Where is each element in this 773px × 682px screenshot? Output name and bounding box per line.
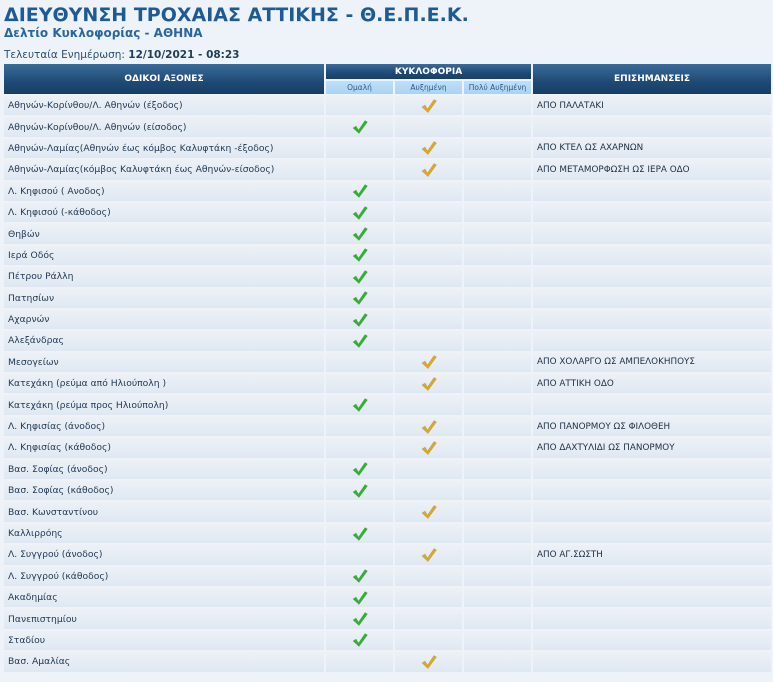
table-row	[4, 524, 771, 543]
orange-check-icon	[420, 440, 438, 456]
green-check-icon	[351, 290, 369, 306]
green-check-icon	[351, 247, 369, 263]
road-name: Λ. Κηφισίας (άνοδος)	[4, 417, 324, 436]
road-name: Λ. Συγγρού (κάθοδος)	[4, 567, 324, 586]
green-check-icon	[351, 611, 369, 627]
last-updated	[4, 49, 773, 62]
state-increased-cell	[395, 117, 462, 136]
state-increased-cell	[395, 353, 462, 372]
road-name: Βασ. Αμαλίας	[4, 652, 324, 671]
subheader-increased: Αυξημένη	[395, 81, 462, 94]
page-subtitle: Δελτίο Κυκλοφορίας - ΑΘΗΝΑ	[4, 26, 203, 40]
state-normal-cell	[326, 567, 393, 586]
road-name: Ακαδημίας	[4, 588, 324, 607]
green-check-icon	[351, 461, 369, 477]
road-name: Αθηνών-Λαμίας(κόμβος Καλυφτάκη έως Αθηνών-είσοδος)	[4, 160, 324, 179]
orange-check-icon	[420, 98, 438, 114]
orange-check-icon	[420, 376, 438, 392]
state-increased-cell	[395, 460, 462, 479]
road-name: Αθηνών-Κορίνθου/Λ. Αθηνών (έξοδος)	[4, 96, 324, 115]
road-name: Αχαρνών	[4, 310, 324, 329]
green-check-icon	[351, 632, 369, 648]
header-roads: ΟΔΙΚΟΙ ΑΞΟΝΕΣ	[4, 64, 324, 94]
remark-text	[533, 609, 771, 628]
table-row	[4, 502, 771, 521]
page-header	[0, 0, 773, 62]
remark-text	[533, 182, 771, 201]
road-name: Αθηνών-Λαμίας(Αθηνών έως κόμβος Καλυφτάκη -έξοδος)	[4, 139, 324, 158]
table-row	[4, 545, 771, 564]
state-normal-cell	[326, 224, 393, 243]
state-very-increased-cell	[464, 139, 531, 158]
table-row	[4, 609, 771, 628]
state-very-increased-cell	[464, 353, 531, 372]
state-normal-cell	[326, 374, 393, 393]
remark-text: ΑΠΟ ΚΤΕΛ ΩΣ ΑΧΑΡΝΩΝ	[533, 139, 771, 158]
page-title: ΔΙΕΥΘΥΝΣΗ ΤΡΟΧΑΙΑΣ ΑΤΤΙΚΗΣ - Θ.Ε.Π.Ε.Κ.	[4, 4, 469, 26]
remark-text	[533, 567, 771, 586]
state-very-increased-cell	[464, 203, 531, 222]
road-name: Αθηνών-Κορίνθου/Λ. Αθηνών (είσοδος)	[4, 117, 324, 136]
orange-check-icon	[420, 162, 438, 178]
state-increased-cell	[395, 567, 462, 586]
remark-text	[533, 481, 771, 500]
state-normal-cell	[326, 353, 393, 372]
state-very-increased-cell	[464, 331, 531, 350]
state-increased-cell	[395, 652, 462, 671]
state-increased-cell	[395, 631, 462, 650]
state-normal-cell	[326, 160, 393, 179]
state-increased-cell	[395, 160, 462, 179]
state-very-increased-cell	[464, 524, 531, 543]
table-row	[4, 139, 771, 158]
table-row	[4, 117, 771, 136]
road-name: Κατεχάκη (ρεύμα προς Ηλιούπολη)	[4, 395, 324, 414]
state-normal-cell	[326, 331, 393, 350]
last-updated-label: Τελευταία Ενημέρωση:	[4, 49, 125, 61]
traffic-table	[2, 62, 773, 674]
road-name: Βασ. Σοφίας (άνοδος)	[4, 460, 324, 479]
state-normal-cell	[326, 481, 393, 500]
state-normal-cell	[326, 502, 393, 521]
green-check-icon	[351, 568, 369, 584]
state-very-increased-cell	[464, 588, 531, 607]
remark-text: ΑΠΟ ΜΕΤΑΜΟΡΦΩΣΗ ΩΣ ΙΕΡΑ ΟΔΟ	[533, 160, 771, 179]
state-normal-cell	[326, 652, 393, 671]
road-name: Πέτρου Ράλλη	[4, 267, 324, 286]
remark-text	[533, 331, 771, 350]
state-very-increased-cell	[464, 160, 531, 179]
remark-text	[533, 652, 771, 671]
state-very-increased-cell	[464, 224, 531, 243]
remark-text: ΑΠΟ ΑΓ.ΣΩΣΤΗ	[533, 545, 771, 564]
state-very-increased-cell	[464, 267, 531, 286]
green-check-icon	[351, 226, 369, 242]
remark-text: ΑΠΟ ΠΑΛΑΤΑΚΙ	[533, 96, 771, 115]
header-remarks: ΕΠΙΣΗΜΑΝΣΕΙΣ	[533, 64, 771, 94]
remark-text	[533, 524, 771, 543]
state-very-increased-cell	[464, 438, 531, 457]
state-normal-cell	[326, 203, 393, 222]
table-row	[4, 481, 771, 500]
state-normal-cell	[326, 395, 393, 414]
road-name: Βασ. Σοφίας (κάθοδος)	[4, 481, 324, 500]
state-increased-cell	[395, 331, 462, 350]
road-name: Κατεχάκη (ρεύμα από Ηλιούπολη )	[4, 374, 324, 393]
state-increased-cell	[395, 609, 462, 628]
green-check-icon	[351, 269, 369, 285]
state-increased-cell	[395, 588, 462, 607]
state-increased-cell	[395, 289, 462, 308]
road-name: Σταδίου	[4, 631, 324, 650]
remark-text	[533, 267, 771, 286]
orange-check-icon	[420, 547, 438, 563]
table-row	[4, 289, 771, 308]
table-row	[4, 267, 771, 286]
green-check-icon	[351, 397, 369, 413]
traffic-rows	[4, 96, 771, 672]
orange-check-icon	[420, 654, 438, 670]
table-row	[4, 460, 771, 479]
state-normal-cell	[326, 438, 393, 457]
state-normal-cell	[326, 417, 393, 436]
state-increased-cell	[395, 524, 462, 543]
state-increased-cell	[395, 310, 462, 329]
remark-text	[533, 502, 771, 521]
state-increased-cell	[395, 395, 462, 414]
table-row	[4, 353, 771, 372]
state-very-increased-cell	[464, 96, 531, 115]
state-very-increased-cell	[464, 460, 531, 479]
state-normal-cell	[326, 609, 393, 628]
road-name: Ιερά Οδός	[4, 246, 324, 265]
state-very-increased-cell	[464, 567, 531, 586]
table-row	[4, 631, 771, 650]
green-check-icon	[351, 205, 369, 221]
orange-check-icon	[420, 419, 438, 435]
remark-text: ΑΠΟ ΑΤΤΙΚΗ ΟΔΟ	[533, 374, 771, 393]
remark-text	[533, 395, 771, 414]
table-row	[4, 96, 771, 115]
green-check-icon	[351, 119, 369, 135]
state-very-increased-cell	[464, 374, 531, 393]
remark-text: ΑΠΟ ΠΑΝΟΡΜΟΥ ΩΣ ΦΙΛΟΘΕΗ	[533, 417, 771, 436]
green-check-icon	[351, 183, 369, 199]
remark-text: ΑΠΟ ΧΟΛΑΡΓΟ ΩΣ ΑΜΠΕΛΟΚΗΠΟΥΣ	[533, 353, 771, 372]
state-normal-cell	[326, 139, 393, 158]
remark-text	[533, 117, 771, 136]
state-increased-cell	[395, 417, 462, 436]
state-very-increased-cell	[464, 609, 531, 628]
remark-text	[533, 224, 771, 243]
table-row	[4, 374, 771, 393]
remark-text	[533, 631, 771, 650]
table-row	[4, 331, 771, 350]
state-very-increased-cell	[464, 652, 531, 671]
road-name: Λ. Κηφισού ( Ανοδος)	[4, 182, 324, 201]
green-check-icon	[351, 312, 369, 328]
state-normal-cell	[326, 117, 393, 136]
state-increased-cell	[395, 182, 462, 201]
state-very-increased-cell	[464, 545, 531, 564]
state-increased-cell	[395, 374, 462, 393]
state-increased-cell	[395, 502, 462, 521]
state-increased-cell	[395, 246, 462, 265]
road-name: Πατησίων	[4, 289, 324, 308]
remark-text	[533, 310, 771, 329]
road-name: Μεσογείων	[4, 353, 324, 372]
state-increased-cell	[395, 267, 462, 286]
remark-text	[533, 588, 771, 607]
remark-text	[533, 203, 771, 222]
orange-check-icon	[420, 140, 438, 156]
state-normal-cell	[326, 267, 393, 286]
road-name: Πανεπιστημίου	[4, 609, 324, 628]
table-row	[4, 652, 771, 671]
state-normal-cell	[326, 631, 393, 650]
green-check-icon	[351, 590, 369, 606]
state-normal-cell	[326, 545, 393, 564]
remark-text	[533, 289, 771, 308]
state-increased-cell	[395, 545, 462, 564]
state-increased-cell	[395, 438, 462, 457]
remark-text	[533, 246, 771, 265]
state-normal-cell	[326, 246, 393, 265]
state-normal-cell	[326, 96, 393, 115]
state-very-increased-cell	[464, 631, 531, 650]
state-normal-cell	[326, 460, 393, 479]
state-very-increased-cell	[464, 481, 531, 500]
road-name: Λ. Κηφισίας (κάθοδος)	[4, 438, 324, 457]
state-very-increased-cell	[464, 310, 531, 329]
state-increased-cell	[395, 96, 462, 115]
table-row	[4, 182, 771, 201]
state-increased-cell	[395, 203, 462, 222]
table-row	[4, 310, 771, 329]
table-row	[4, 246, 771, 265]
table-row	[4, 438, 771, 457]
table-row	[4, 588, 771, 607]
road-name: Λ. Συγγρού (άνοδος)	[4, 545, 324, 564]
state-very-increased-cell	[464, 417, 531, 436]
state-increased-cell	[395, 224, 462, 243]
green-check-icon	[351, 333, 369, 349]
last-updated-value: 12/10/2021 - 08:23	[128, 49, 240, 61]
state-very-increased-cell	[464, 395, 531, 414]
green-check-icon	[351, 526, 369, 542]
road-name: Βασ. Κωνσταντίνου	[4, 502, 324, 521]
state-normal-cell	[326, 588, 393, 607]
remark-text: ΑΠΟ ΔΑΧΤΥΛΙΔΙ ΩΣ ΠΑΝΟΡΜΟΥ	[533, 438, 771, 457]
green-check-icon	[351, 483, 369, 499]
state-increased-cell	[395, 481, 462, 500]
road-name: Θηβών	[4, 224, 324, 243]
table-row	[4, 224, 771, 243]
state-very-increased-cell	[464, 117, 531, 136]
state-very-increased-cell	[464, 502, 531, 521]
table-row	[4, 417, 771, 436]
state-very-increased-cell	[464, 182, 531, 201]
table-row	[4, 203, 771, 222]
table-row	[4, 395, 771, 414]
remark-text	[533, 460, 771, 479]
road-name: Λ. Κηφισού (-κάθοδος)	[4, 203, 324, 222]
state-very-increased-cell	[464, 289, 531, 308]
state-normal-cell	[326, 289, 393, 308]
subheader-normal: Ομαλή	[326, 81, 393, 94]
state-increased-cell	[395, 139, 462, 158]
road-name: Αλεξάνδρας	[4, 331, 324, 350]
subheader-very-increased: Πολύ Αυξημένη	[464, 81, 531, 94]
table-row	[4, 160, 771, 179]
state-normal-cell	[326, 524, 393, 543]
header-traffic: ΚΥΚΛΟΦΟΡΙΑ	[326, 64, 531, 79]
state-normal-cell	[326, 182, 393, 201]
table-row	[4, 567, 771, 586]
orange-check-icon	[420, 354, 438, 370]
state-normal-cell	[326, 310, 393, 329]
orange-check-icon	[420, 504, 438, 520]
road-name: Καλλιρρόης	[4, 524, 324, 543]
state-very-increased-cell	[464, 246, 531, 265]
